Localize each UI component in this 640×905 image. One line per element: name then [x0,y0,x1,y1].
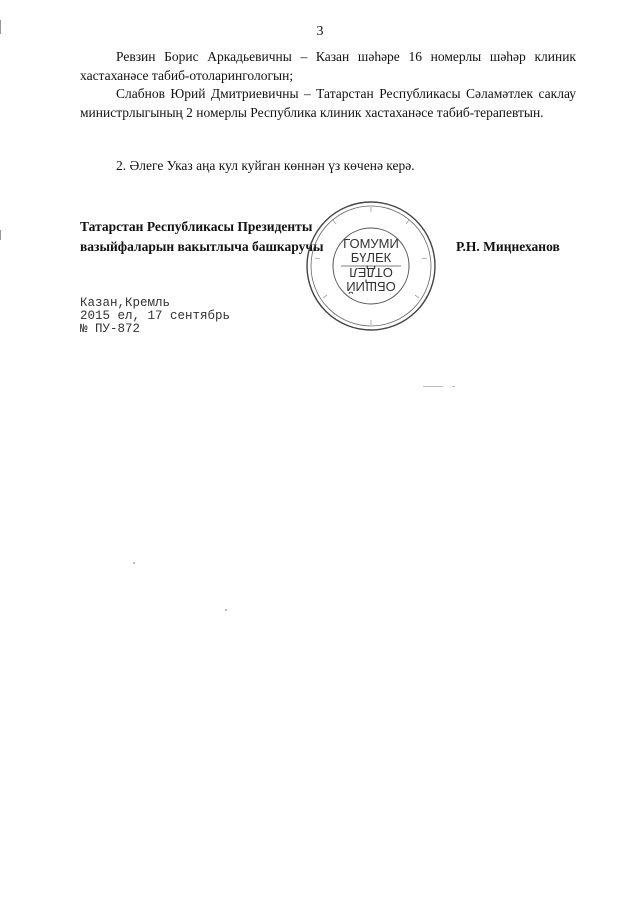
signatory-title [80,217,323,257]
paragraph-decree-effect: 2. Әлеге Указ аңа кул куйган көннән үз көченә керә. [116,158,415,173]
scan-speck [452,386,455,387]
signatory-name: Р.Н. Миңнеханов [456,239,560,254]
scan-speck [225,609,227,611]
scan-edge-mark [0,230,1,240]
seal-text-obshchiy: ОБЩИЙ [346,279,396,294]
paragraph-revzin: Ревзин Борис Аркадьевичны – Казан шәһәре 16 номерлы шәһәр клиник хастаханәсе табиб-отоларингологын; [80,49,576,83]
page-number: 3 [316,24,324,39]
seal-text-bulek: БҮЛЕК [350,250,392,265]
meta-place: Казан,Кремль [80,296,171,310]
scan-speck [423,386,443,387]
paragraph-slabnov: Слабнов Юрий Дмитриевичны – Татарстан Республикасы Сәламәтлек саклау министрлыгының 2 номерлы Республика клиник хастаханәсе табиб-терапевтын. [80,86,576,120]
official-seal-stamp [303,198,439,334]
signatory-title-line2: вазыйфаларын вакытлыча башкаручы [80,239,324,254]
meta-date: 2015 ел, 17 сентябрь [80,309,231,323]
document-meta [80,297,230,336]
seal-text-gomumi: ГОМУМИ [343,236,399,251]
scan-speck [133,562,135,564]
meta-number: № ПУ-872 [80,322,141,336]
signatory-title-line1: Татарстан Республикасы Президенты [80,219,313,234]
seal-text-otdel: ОТДЕЛ [349,265,393,280]
